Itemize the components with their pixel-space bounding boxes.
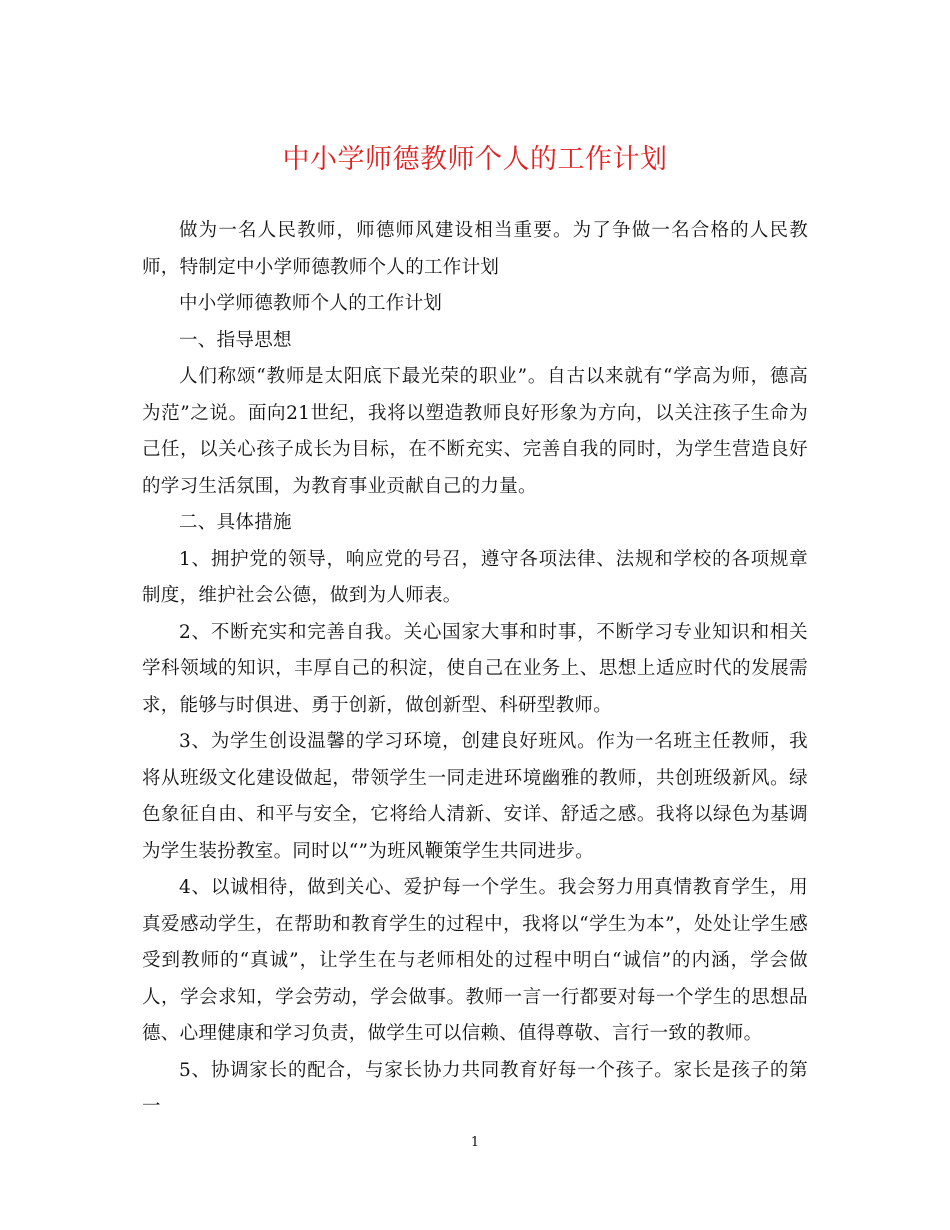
subtitle-paragraph: 中小学师德教师个人的工作计划 xyxy=(179,293,443,314)
measure-item-4: 4、以诚相待，做到关心、爱护每一个学生。我会努力用真情教育学生，用真爱感动学生，在帮助和教育学生的过程中，我将以“学生为本”，处处让学生感受到教师的“真诚”，让学生在与老师相处的过程中明白“诚信”的内涵，学会做人，学会求知，学会劳动，学会做事。教师一言一行都要对每一个学生的思想品德、心理健康和学习负责，做学生可以信赖、值得尊敬、言行一致的教师。 xyxy=(142,877,808,1044)
guiding-thought-paragraph: 人们称颂“教师是太阳底下最光荣的职业”。自古以来就有“学高为师，德高为范”之说。面向21世纪，我将以塑造教师良好形象为方向，以关注孩子生命为己任，以关心孩子成长为目标，在不断充实、完善自我的同时，为学生营造良好的学习生活氛围，为教育事业贡献自己的力量。 xyxy=(142,366,808,497)
measure-item-3: 3、为学生创设温馨的学习环境，创建良好班风。作为一名班主任教师，我将从班级文化建设做起，带领学生一同走进环境幽雅的教师，共创班级新风。绿色象征自由、和平与安全，它将给人清新、安详、舒适之感。我将以绿色为基调为学生装扮教室。同时以“”为班风鞭策学生共同进步。 xyxy=(142,731,808,862)
page-number: 1 xyxy=(470,1135,480,1150)
document-body xyxy=(142,213,808,1126)
measure-item-1: 1、拥护党的领导，响应党的号召，遵守各项法律、法规和学校的各项规章制度，维护社会公德，做到为人师表。 xyxy=(142,548,808,606)
measure-item-2: 2、不断充实和完善自我。关心国家大事和时事，不断学习专业知识和相关学科领域的知识，丰厚自己的积淀，使自己在业务上、思想上适应时代的发展需求，能够与时俱进、勇于创新，做创新型、科研型教师。 xyxy=(142,621,808,716)
section-heading-measures: 二、具体措施 xyxy=(179,512,292,533)
section-heading-guiding-thought: 一、指导思想 xyxy=(179,329,292,351)
document-title: 中小学师德教师个人的工作计划 xyxy=(282,144,668,175)
measure-item-5: 5、协调家长的配合，与家长协力共同教育好每一个孩子。家长是孩子的第一 xyxy=(142,1059,808,1117)
intro-paragraph: 做为一名人民教师，师德师风建设相当重要。为了争做一名合格的人民教师，特制定中小学师德教师个人的工作计划 xyxy=(142,220,808,278)
